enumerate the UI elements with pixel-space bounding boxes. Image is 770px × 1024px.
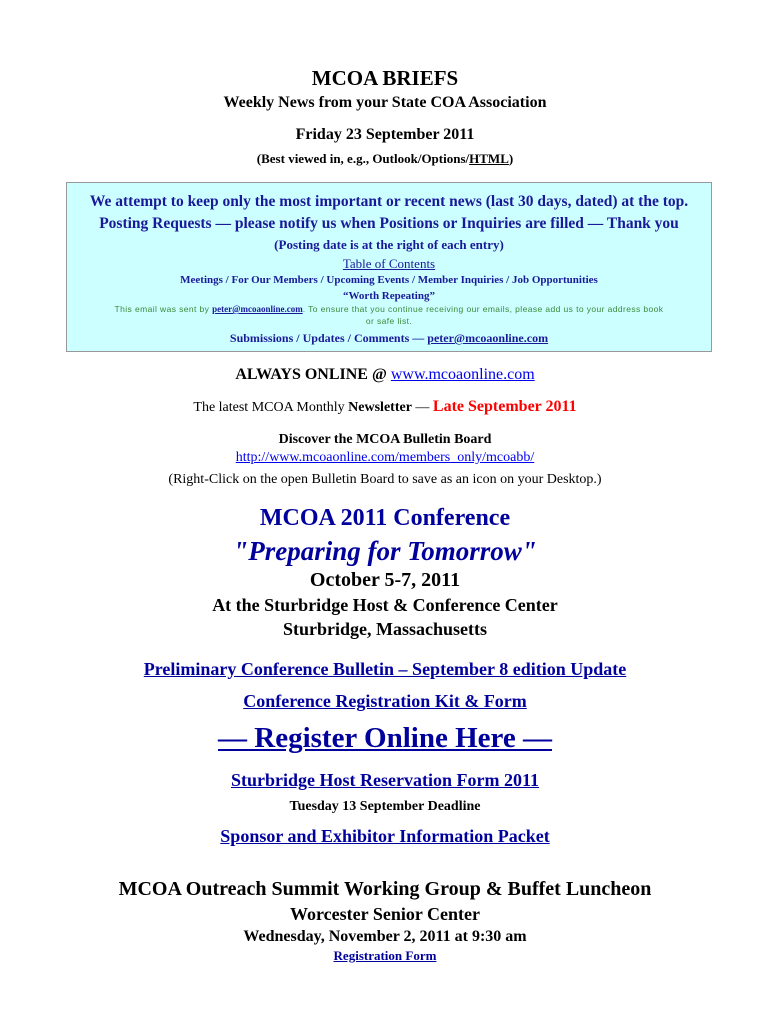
page-subtitle: Weekly News from your State COA Association xyxy=(223,94,547,111)
outreach-datetime: Wednesday, November 2, 2011 at 9:30 am xyxy=(243,928,527,945)
info-line-priority: We attempt to keep only the most important or recent news (last 30 days, dated) at the top. xyxy=(89,193,689,210)
reservation-form-line xyxy=(0,770,770,791)
submissions-email-link[interactable]: peter@mcoaonline.com xyxy=(427,331,549,345)
sent-by-email-link[interactable]: peter@mcoaonline.com xyxy=(212,304,303,314)
sent-by-line xyxy=(67,304,711,314)
register-online-line xyxy=(0,722,770,755)
html-link[interactable]: HTML xyxy=(469,151,509,166)
reservation-form-link[interactable]: Sturbridge Host Reservation Form 2011 xyxy=(231,770,539,790)
outreach-registration-line xyxy=(0,948,770,964)
info-line-posting-requests: Posting Requests — please notify us when Positions or Inquiries are filled — Thank you xyxy=(99,215,679,232)
newsletter-word: Newsletter xyxy=(348,400,412,415)
worth-repeating-link[interactable]: “Worth Repeating” xyxy=(343,290,435,302)
website-link[interactable]: www.mcoaonline.com xyxy=(390,366,535,383)
info-box xyxy=(66,182,712,352)
info-line-posting-date: (Posting date is at the right of each entry) xyxy=(274,237,504,252)
registration-kit-line xyxy=(0,691,770,712)
table-of-contents-link[interactable]: Table of Contents xyxy=(342,256,436,271)
newsletter-prefix: The latest MCOA Monthly xyxy=(193,400,349,415)
toc-items[interactable]: Meetings / For Our Members / Upcoming Events / Member Inquiries / Job Opportunities xyxy=(180,274,598,286)
outreach-venue: Worcester Senior Center xyxy=(290,904,480,924)
conference-dates: October 5-7, 2011 xyxy=(309,569,461,591)
best-viewed-prefix: (Best viewed in, e.g., Outlook/Options/ xyxy=(256,151,470,166)
registration-kit-link[interactable]: Conference Registration Kit & Form xyxy=(243,691,527,711)
conference-tagline: "Preparing for Tomorrow" xyxy=(233,536,537,566)
submissions-line xyxy=(67,331,711,346)
bulletin-board-link[interactable]: http://www.mcoaonline.com/members_only/mcoabb/ xyxy=(235,450,535,465)
always-online-line xyxy=(0,366,770,384)
outreach-registration-link[interactable]: Registration Form xyxy=(333,948,437,963)
outreach-title: MCOA Outreach Summit Working Group & Buffet Luncheon xyxy=(118,878,652,900)
conference-location-town: Sturbridge, Massachusetts xyxy=(282,619,487,639)
prelim-bulletin-link[interactable]: Preliminary Conference Bulletin – September 8 edition Update xyxy=(143,659,627,679)
bulletin-board-note: (Right-Click on the open Bulletin Board to save as an icon on your Desktop.) xyxy=(168,472,602,487)
late-september-newsletter-link[interactable]: Late September 2011 xyxy=(432,398,577,415)
page-title: MCOA BRIEFS xyxy=(311,66,459,90)
sponsor-packet-link[interactable]: Sponsor and Exhibitor Information Packet xyxy=(220,826,550,846)
issue-date: Friday 23 September 2011 xyxy=(295,126,475,143)
toc-line xyxy=(67,256,711,272)
safe-list-line: or safe list. xyxy=(365,316,413,326)
best-viewed-suffix: ) xyxy=(508,151,514,166)
bulletin-board-heading: Discover the MCOA Bulletin Board xyxy=(278,432,492,447)
bulletin-board-url-line xyxy=(0,450,770,466)
conference-title: MCOA 2011 Conference xyxy=(259,505,511,531)
submissions-prefix: Submissions / Updates / Comments — xyxy=(229,331,428,345)
register-online-link[interactable]: — Register Online Here — xyxy=(218,722,552,754)
prelim-bulletin-line xyxy=(0,659,770,680)
always-online-label: ALWAYS ONLINE @ xyxy=(235,366,391,383)
sent-by-suffix: . To ensure that you continue receiving our emails, please add us to your address book xyxy=(302,304,664,314)
reservation-deadline: Tuesday 13 September Deadline xyxy=(289,799,481,814)
sent-by-prefix: This email was sent by xyxy=(114,304,213,314)
conference-location-venue: At the Sturbridge Host & Conference Center xyxy=(212,595,558,615)
best-viewed-note xyxy=(0,151,770,167)
newsletter-dash: — xyxy=(411,400,433,415)
sponsor-packet-line xyxy=(0,826,770,847)
newsletter-line xyxy=(0,398,770,416)
